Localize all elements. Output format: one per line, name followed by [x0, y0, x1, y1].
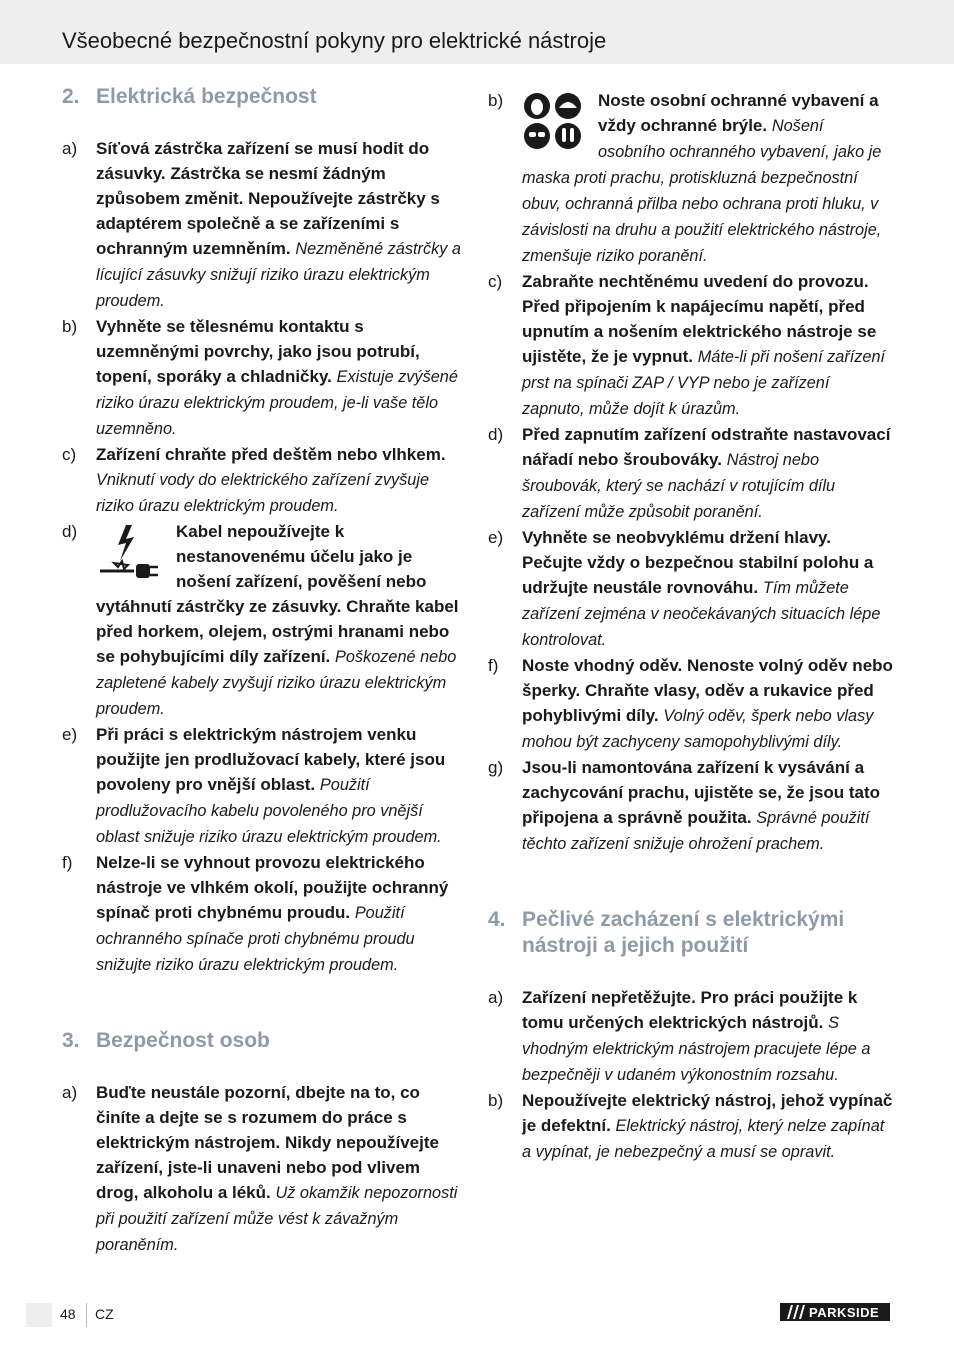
- item-label: b): [62, 317, 78, 336]
- item-instruction: Noste vhodný oděv. Nenoste volný oděv nebo šperky. Chraňte vlasy, oděv a rukavice před pohyblivými díly.: [522, 656, 893, 725]
- list-item: [488, 1088, 894, 1165]
- list-item: [488, 525, 894, 653]
- list-item: [62, 136, 466, 314]
- item-instruction: Zařízení chraňte před deštěm nebo vlhkem.: [96, 445, 446, 464]
- brand-name: PARKSIDE: [809, 1304, 880, 1320]
- item-explanation: Poškozené nebo zapletené kabely zvyšují riziko úrazu elektrickým proudem.: [96, 648, 457, 718]
- item-label: c): [62, 445, 77, 464]
- item-label: e): [62, 725, 78, 744]
- language-code: CZ: [95, 1306, 114, 1322]
- item-instruction: Síťová zástrčka zařízení se musí hodit do zásuvky. Zástrčka se nesmí žádným způsobem změnit. Nepoužívejte zástrčky s adaptérem společně a se zařízeními s ochranným uzemněním.: [96, 139, 440, 258]
- item-label: a): [488, 988, 504, 1007]
- list-item: [488, 985, 894, 1088]
- item-instruction: Před zapnutím zařízení odstraňte nastavovací nářadí nebo šroubováky.: [522, 425, 891, 469]
- protective-equipment-icon: [522, 90, 584, 159]
- item-explanation: Nošení osobního ochranného vybavení, jako je maska proti prachu, protiskluzná bezpečnostní obuv, ochranná přilba nebo ochrana proti hluku, v závislosti na druhu a použití elektrického nástroje, zmenšuje riziko poranění.: [522, 117, 882, 265]
- item-instruction: Nelze-li se vyhnout provozu elektrického nástroje ve vlhkém okolí, použijte ochranný spínač proti chybnému proudu.: [96, 853, 449, 922]
- item-explanation: Použití ochranného spínače proti chybnému proudu snižujte riziko úrazu elektrickým proudem.: [96, 904, 415, 974]
- item-explanation: Nástroj nebo šroubovák, který se nachází v rotujícím dílu zařízení může způsobit poranění.: [522, 451, 836, 521]
- item-explanation: Elektrický nástroj, který nelze zapínat a vypínat, je nebezpečný a musí se opravit.: [522, 1117, 885, 1161]
- section-number: 3.: [62, 1029, 80, 1052]
- section-title: Elektrická bezpečnost: [96, 85, 317, 108]
- item-label: f): [488, 656, 499, 675]
- brand-logo: [780, 1303, 890, 1321]
- list-item: [62, 314, 466, 442]
- item-instruction: Buďte neustále pozorní, dbejte na to, co činíte a dejte se s rozumem do práce s elektrickým nástrojem. Nikdy nepoužívejte zařízení, jste-li unaveni nebo pod vlivem drog, alkoholu a léků.: [96, 1083, 439, 1202]
- brand-stripes-icon: [784, 1303, 806, 1321]
- item-instruction: Vyhněte se tělesnému kontaktu s uzemněnými povrchy, jako jsou potrubí, topení, sporáky a chladničky.: [96, 317, 420, 386]
- item-explanation: Existuje zvýšené riziko úrazu elektrickým proudem, je-li vaše tělo uzemněno.: [96, 368, 458, 438]
- section-heading-tool-use: [488, 907, 894, 959]
- item-explanation: Už okamžik nepozornosti při použití zařízení může vést k závažným poraněním.: [96, 1184, 458, 1254]
- footer-marker: [26, 1303, 52, 1327]
- item-explanation: Nezměněné zástrčky a lícující zásuvky snižují riziko úrazu elektrickým proudem.: [96, 240, 461, 310]
- electric-cable-warning-icon: [96, 521, 162, 590]
- page-title: Všeobecné bezpečnostní pokyny pro elektrické nástroje: [62, 28, 607, 53]
- item-explanation: S vhodným elektrickým nástrojem pracujete lépe a bezpečněji v udaném výkonostním rozsahu.: [522, 1014, 871, 1084]
- item-label: b): [488, 1091, 504, 1110]
- footer-divider: [86, 1303, 87, 1327]
- item-label: a): [62, 139, 78, 158]
- item-label: e): [488, 528, 504, 547]
- item-explanation: Volný oděv, šperk nebo vlasy mohou být zachyceny samopohyblivými díly.: [522, 707, 874, 751]
- list-item: [62, 722, 466, 850]
- item-instruction: Zabraňte nechtěnému uvedení do provozu. Před připojením k napájecímu napětí, před upnutím a nošením elektrického nástroje se ujistěte, že je vypnut.: [522, 272, 877, 366]
- item-explanation: Správné použití těchto zařízení snižuje ohrožení prachem.: [522, 809, 870, 853]
- item-instruction: Kabel nepoužívejte k nestanovenému účelu jako je nošení zařízení, pověšení nebo vytáhnutí zástrčky ze zásuvky. Chraňte kabel před horkem, olejem, ostrými hranami nebo se pohybujícími díly zařízení.: [96, 522, 459, 666]
- item-instruction: Nepoužívejte elektrický nástroj, jehož vypínač je defektní.: [522, 1091, 893, 1135]
- item-explanation: Tím můžete zařízení zejména v neočekávaných situacích lépe kontrolovat.: [522, 579, 881, 649]
- list-item: [488, 88, 894, 269]
- section-number: 4.: [488, 908, 506, 931]
- item-instruction: Vyhněte se neobvyklému držení hlavy. Pečujte vždy o bezpečnou stabilní polohu a udržujte neustále rovnováhu.: [522, 528, 874, 597]
- item-label: g): [488, 758, 504, 777]
- section-heading-personal-safety: [62, 1028, 466, 1054]
- section-heading-electrical: [62, 84, 466, 110]
- item-explanation: Máte-li při nošení zařízení prst na spínači ZAP / VYP nebo je zařízení zapnuto, může dojít k úrazům.: [522, 348, 886, 418]
- item-instruction: Jsou-li namontována zařízení k vysávání a zachycování prachu, ujistěte se, že jsou tato připojena a správně použita.: [522, 758, 881, 827]
- section-title: Pečlivé zacházení s elektrickými nástroji a jejich použití: [522, 908, 845, 957]
- item-instruction: Zařízení nepřetěžujte. Pro práci použijte k tomu určených elektrických nástrojů.: [522, 988, 858, 1032]
- page-number: 48: [60, 1306, 76, 1322]
- left-column: [62, 84, 466, 1258]
- item-label: b): [488, 91, 504, 110]
- item-explanation: Použití prodlužovacího kabelu povoleného pro vnější oblast snižuje riziko úrazu elektrickým proudem.: [96, 776, 442, 846]
- item-label: f): [62, 853, 73, 872]
- list-item: [62, 1080, 466, 1258]
- list-item: [62, 442, 466, 519]
- list-item: [488, 653, 894, 755]
- list-item: [488, 422, 894, 525]
- item-instruction: Noste osobní ochranné vybavení a vždy ochranné brýle.: [598, 91, 879, 135]
- item-label: c): [488, 272, 503, 291]
- list-item: [488, 755, 894, 857]
- list-item: [62, 519, 466, 722]
- list-item: [488, 269, 894, 422]
- section-number: 2.: [62, 85, 80, 108]
- item-instruction: Při práci s elektrickým nástrojem venku použijte jen prodlužovací kabely, které jsou povoleny pro vnější oblast.: [96, 725, 446, 794]
- item-label: d): [62, 522, 78, 541]
- section-title: Bezpečnost osob: [96, 1029, 270, 1052]
- right-column: [488, 88, 894, 1165]
- item-label: d): [488, 425, 504, 444]
- item-label: a): [62, 1083, 78, 1102]
- list-item: [62, 850, 466, 978]
- item-explanation: Vniknutí vody do elektrického zařízení zvyšuje riziko úrazu elektrickým proudem.: [96, 471, 430, 515]
